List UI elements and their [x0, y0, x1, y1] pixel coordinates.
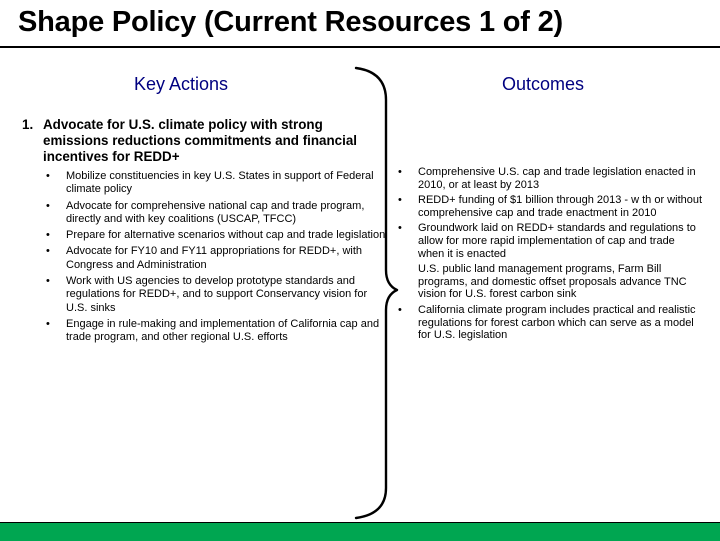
key-action-text: Engage in rule-making and implementation of California cap and trade program, and other regional U.S. efforts — [66, 317, 380, 344]
key-action-text: Mobilize constituencies in key U.S. States in support of Federal climate policy — [66, 170, 374, 196]
list-item — [398, 166, 704, 191]
bullet-icon: • — [398, 222, 402, 235]
bullet-icon: • — [46, 199, 50, 212]
outcome-text: Comprehensive U.S. cap and trade legislation enacted in 2010, or at least by 2013 — [418, 166, 696, 191]
outcome-text: REDD+ funding of $1 billion through 2013 - w th or without comprehensive cap and trade enactment in 2010 — [418, 194, 703, 219]
bullet-icon: • — [46, 317, 50, 330]
main-action-number: 1. — [22, 117, 34, 132]
outcome-text: California climate program includes practical and realistic regulations for forest carbon which can serve as a model for U.S. legislation — [418, 303, 696, 342]
outcome-text: U.S. public land management programs, Farm Bill programs, and domestic offset proposals advance TNC vision for U.S. forest carbon sink — [418, 263, 687, 301]
list-item — [398, 304, 704, 342]
key-actions-header: Key Actions — [134, 74, 229, 94]
list-item — [398, 263, 704, 301]
key-action-text: Prepare for alternative scenarios without cap and trade legislation — [66, 229, 386, 242]
list-item — [398, 222, 704, 260]
page-title: Shape Policy (Current Resources 1 of 2) — [18, 6, 563, 38]
bullet-icon: • — [398, 166, 402, 178]
outcomes-list — [398, 166, 704, 345]
bullet-icon: • — [398, 303, 402, 316]
brace-path — [356, 68, 397, 518]
key-action-text: Advocate for comprehensive national cap and trade program, directly and with key coalitions (USCAP, TFCC) — [66, 199, 365, 225]
key-action-text: Work with US agencies to develop prototype standards and regulations for REDD+, and to support Conservancy vision for U.S. sinks — [66, 275, 368, 314]
list-item — [398, 194, 704, 219]
bullet-icon: • — [46, 245, 50, 258]
main-action-text: Advocate for U.S. climate policy with strong emissions reductions commitments and financial incentives for REDD+ — [43, 117, 358, 164]
footer-bar — [0, 522, 720, 541]
bullet-icon: • — [46, 275, 50, 288]
bullet-icon: • — [398, 194, 402, 207]
outcomes-header: Outcomes — [502, 74, 585, 94]
bullet-icon: • — [46, 229, 50, 242]
bullet-icon: • — [46, 170, 50, 182]
key-action-text: Advocate for FY10 and FY11 appropriations for REDD+, with Congress and Administration — [66, 245, 363, 271]
outcome-text: Groundwork laid on REDD+ standards and regulations to allow for more rapid implementation of cap and trade when it is enacted — [418, 222, 696, 260]
